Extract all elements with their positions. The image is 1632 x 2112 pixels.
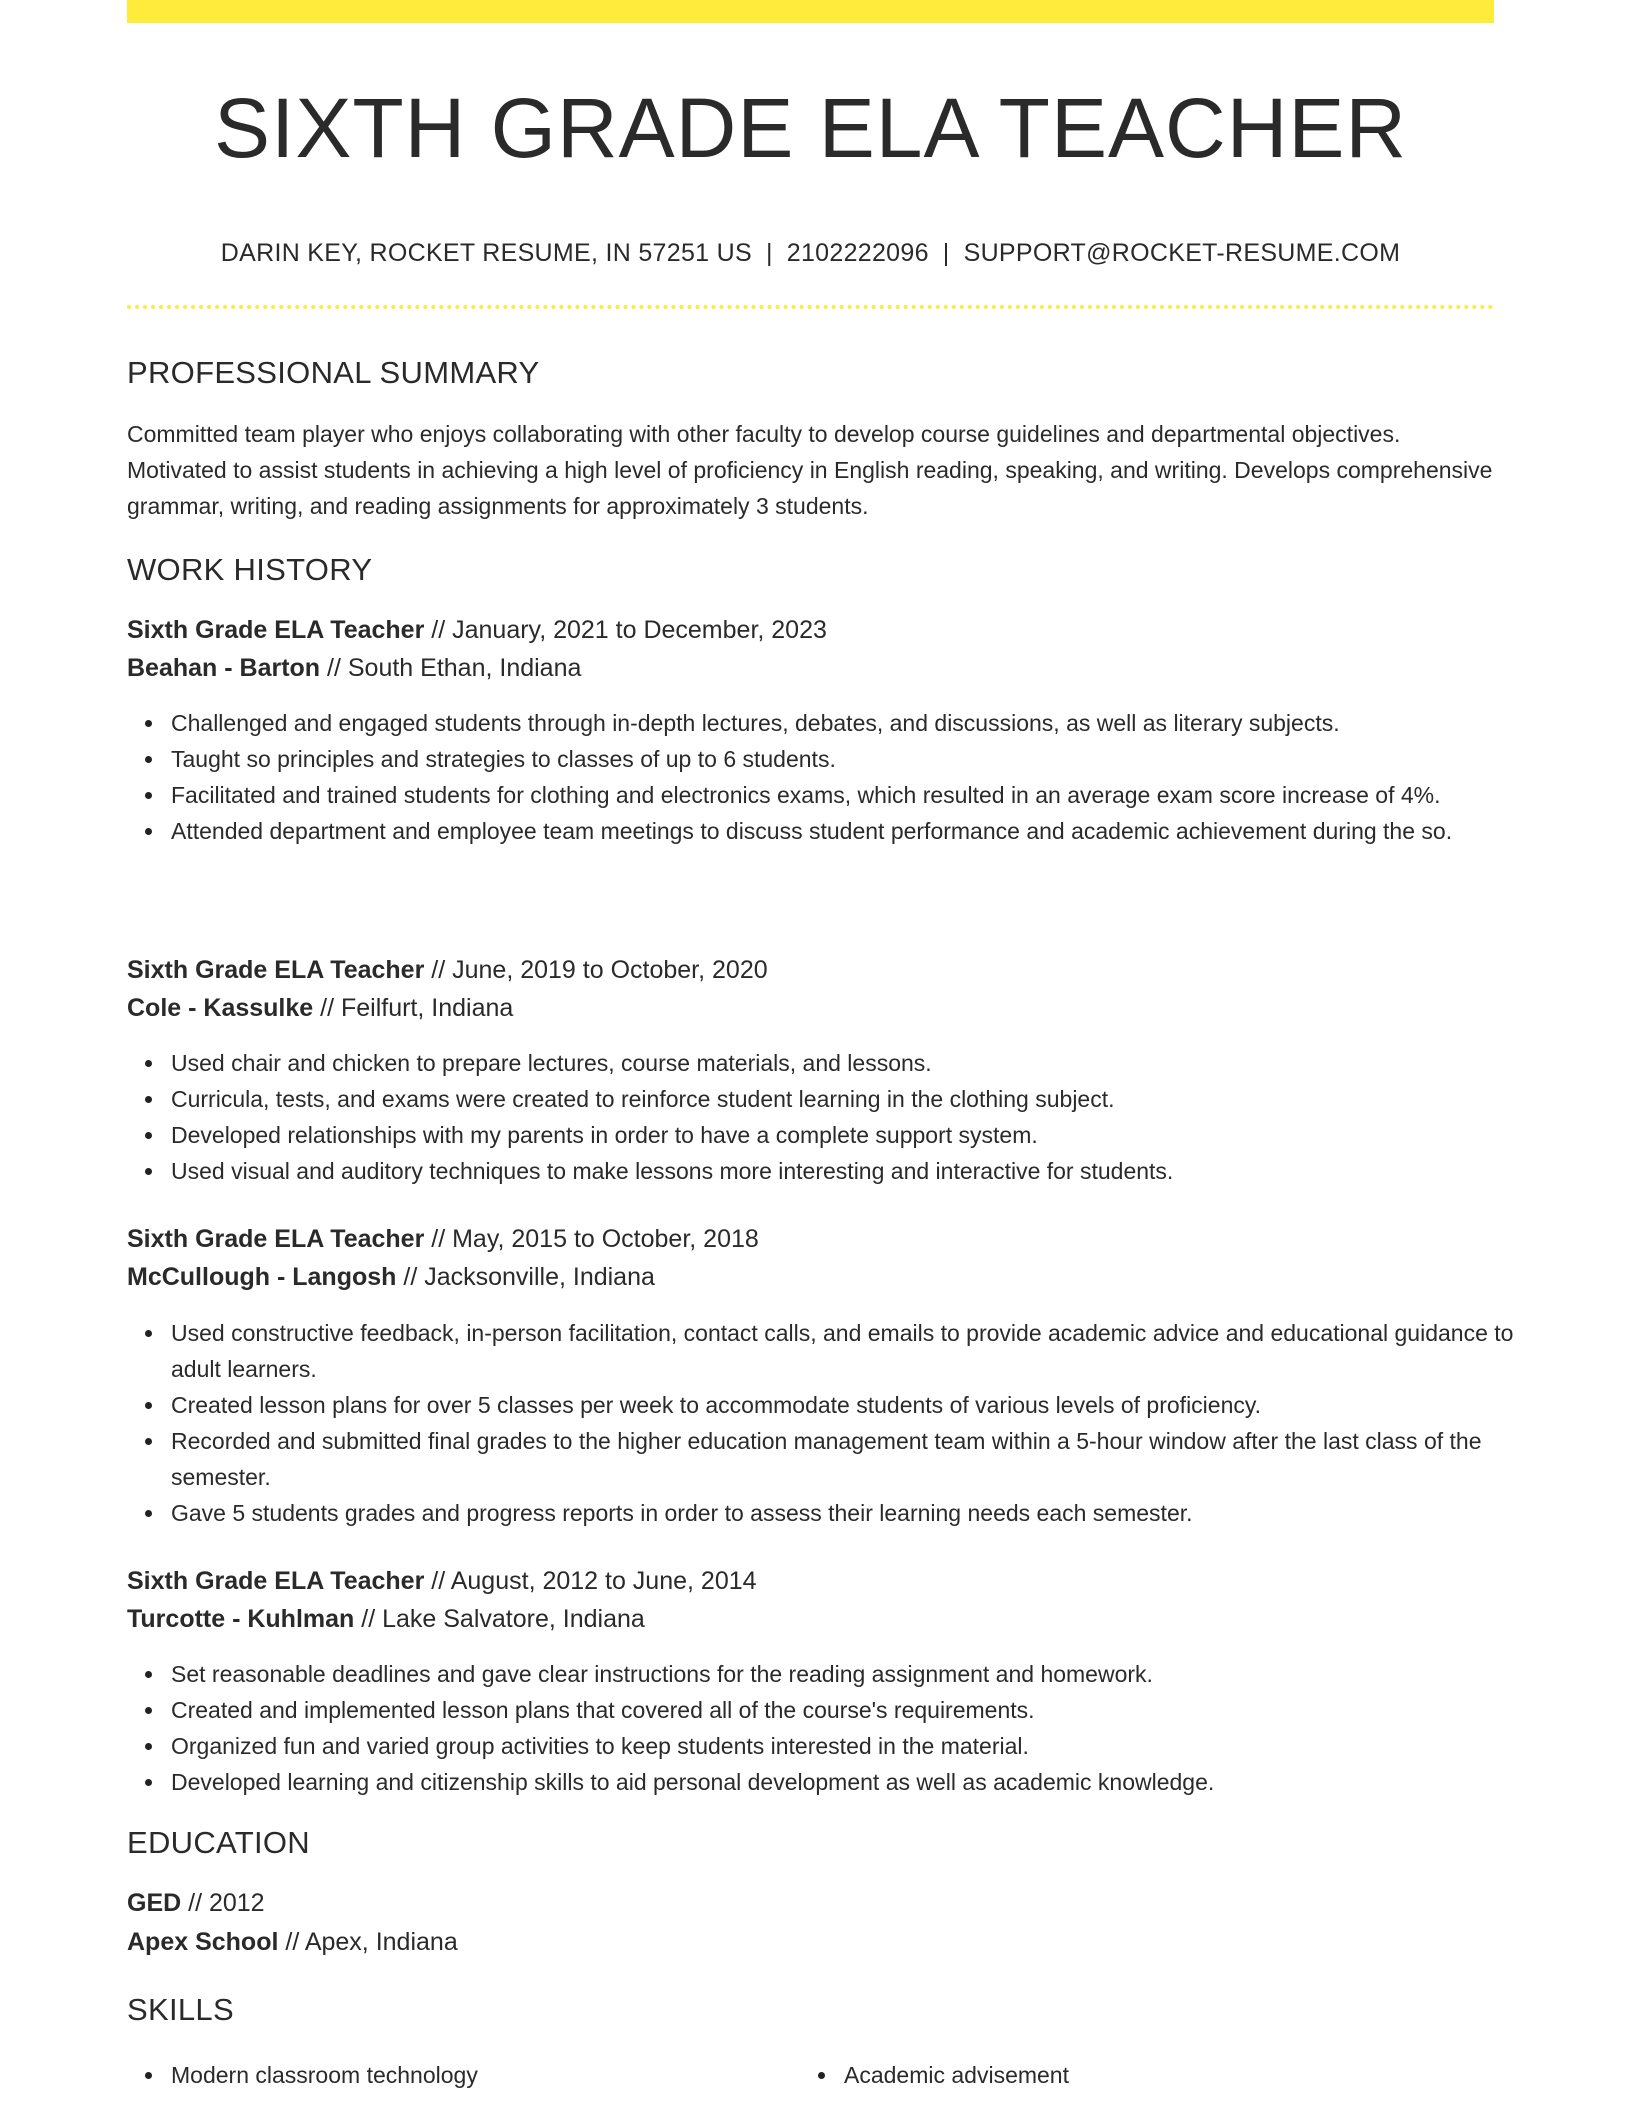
dotted-divider bbox=[127, 305, 1494, 309]
job-bullets bbox=[127, 1045, 1538, 1189]
list-item: Developed relationships with my parents in order to have a complete support system. bbox=[171, 1117, 1538, 1153]
list-item: Academic advisement bbox=[844, 2057, 1069, 2093]
job-dates: // August, 2012 to June, 2014 bbox=[424, 1567, 757, 1595]
job-company: Beahan - Barton bbox=[127, 654, 321, 682]
job-dates: // January, 2021 to December, 2023 bbox=[424, 616, 827, 644]
skills-heading: SKILLS bbox=[127, 1992, 234, 2027]
job-company-line bbox=[127, 1260, 655, 1294]
job-title-line bbox=[127, 613, 827, 647]
list-item: Taught so principles and strategies to classes of up to 6 students. bbox=[171, 741, 1538, 777]
job-company: Cole - Kassulke bbox=[127, 994, 314, 1022]
list-item: Set reasonable deadlines and gave clear instructions for the reading assignment and homework. bbox=[171, 1656, 1538, 1692]
work-history-heading: WORK HISTORY bbox=[127, 552, 373, 587]
job-location: // Feilfurt, Indiana bbox=[313, 994, 514, 1022]
education-school: Apex School bbox=[127, 1928, 279, 1956]
education-degree: GED bbox=[127, 1889, 182, 1917]
education-heading: EDUCATION bbox=[127, 1825, 310, 1860]
list-item: Curricula, tests, and exams were created to reinforce student learning in the clothing subject. bbox=[171, 1081, 1538, 1117]
job-company-line bbox=[127, 991, 513, 1025]
job-title-line bbox=[127, 953, 768, 987]
job-company: McCullough - Langosh bbox=[127, 1263, 397, 1291]
contact-separator: | bbox=[765, 239, 773, 267]
contact-address: DARIN KEY, ROCKET RESUME, IN 57251 US bbox=[220, 239, 752, 267]
job-title: Sixth Grade ELA Teacher bbox=[127, 956, 425, 984]
skills-column-right bbox=[800, 2057, 1069, 2093]
job-title: Sixth Grade ELA Teacher bbox=[127, 1567, 425, 1595]
list-item: Organized fun and varied group activities to keep students interested in the material. bbox=[171, 1728, 1538, 1764]
summary-text: Committed team player who enjoys collaborating with other faculty to develop course guidelines and departmental objectives. Motivated to assist students in achieving a high level of proficiency in English reading, speaking, and writing. Develops comprehensive grammar, writing, and reading assignments for approximately 3 students. bbox=[127, 421, 1493, 519]
job-title: Sixth Grade ELA Teacher bbox=[127, 1225, 425, 1253]
job-title-line bbox=[127, 1564, 757, 1598]
list-item: Created and implemented lesson plans that covered all of the course's requirements. bbox=[171, 1692, 1538, 1728]
contact-separator: | bbox=[942, 239, 950, 267]
job-company: Turcotte - Kuhlman bbox=[127, 1605, 355, 1633]
list-item: Used visual and auditory techniques to make lessons more interesting and interactive for students. bbox=[171, 1153, 1538, 1189]
list-item: Recorded and submitted final grades to the higher education management team within a 5-hour window after the last class of the semester. bbox=[171, 1423, 1538, 1495]
job-title-line bbox=[127, 1222, 759, 1256]
top-accent-bar bbox=[127, 0, 1494, 23]
job-location: // South Ethan, Indiana bbox=[320, 654, 582, 682]
contact-phone: 2102222096 bbox=[786, 239, 929, 267]
summary-heading: PROFESSIONAL SUMMARY bbox=[127, 355, 540, 390]
list-item: Used chair and chicken to prepare lectures, course materials, and lessons. bbox=[171, 1045, 1538, 1081]
job-location: // Jacksonville, Indiana bbox=[396, 1263, 655, 1291]
contact-line bbox=[127, 236, 1494, 270]
education-year: // 2012 bbox=[181, 1889, 265, 1917]
list-item: Created lesson plans for over 5 classes per week to accommodate students of various levels of proficiency. bbox=[171, 1387, 1538, 1423]
job-bullets bbox=[127, 705, 1538, 849]
list-item: Facilitated and trained students for clothing and electronics exams, which resulted in an average exam score increase of 4%. bbox=[171, 777, 1538, 813]
list-item: Attended department and employee team meetings to discuss student performance and academic achievement during the so. bbox=[171, 813, 1538, 849]
job-company-line bbox=[127, 651, 581, 685]
list-item: Challenged and engaged students through in-depth lectures, debates, and discussions, as well as literary subjects. bbox=[171, 705, 1538, 741]
list-item: Used constructive feedback, in-person facilitation, contact calls, and emails to provide academic advice and educational guidance to adult learners. bbox=[171, 1315, 1538, 1387]
skills-column-left bbox=[127, 2057, 478, 2093]
job-dates: // May, 2015 to October, 2018 bbox=[424, 1225, 759, 1253]
job-dates: // June, 2019 to October, 2020 bbox=[424, 956, 768, 984]
job-location: // Lake Salvatore, Indiana bbox=[354, 1605, 645, 1633]
list-item: Gave 5 students grades and progress reports in order to assess their learning needs each semester. bbox=[171, 1495, 1538, 1531]
education-location: // Apex, Indiana bbox=[278, 1928, 458, 1956]
job-bullets bbox=[127, 1315, 1538, 1531]
education-school-line bbox=[127, 1925, 458, 1959]
education-degree-line bbox=[127, 1886, 265, 1920]
contact-email: SUPPORT@ROCKET-RESUME.COM bbox=[963, 239, 1401, 267]
job-title: Sixth Grade ELA Teacher bbox=[127, 616, 425, 644]
list-item: Developed learning and citizenship skills to aid personal development as well as academic knowledge. bbox=[171, 1764, 1538, 1800]
job-bullets bbox=[127, 1656, 1538, 1800]
job-company-line bbox=[127, 1602, 645, 1636]
resume-title: SIXTH GRADE ELA TEACHER bbox=[213, 81, 1408, 175]
list-item: Modern classroom technology bbox=[171, 2057, 478, 2093]
